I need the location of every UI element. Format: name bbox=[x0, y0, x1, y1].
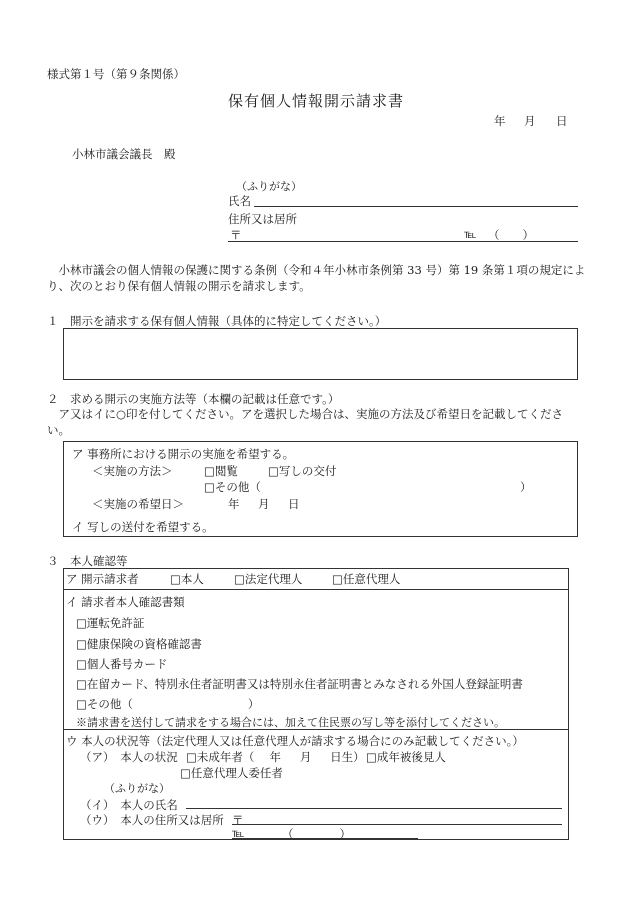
date-year: 年 bbox=[494, 114, 506, 128]
option-b-label[interactable]: イ 写しの送付を希望する。 bbox=[72, 520, 214, 534]
status-heading: ウ 本人の状況等（法定代理人又は任意代理人が請求する場合にのみ記載してください。） bbox=[66, 734, 524, 748]
legal-rep-checkbox[interactable]: □法定代理人 bbox=[234, 572, 303, 586]
person-furigana-label: （ふりがな） bbox=[104, 782, 170, 795]
wish-year: 年 bbox=[228, 497, 240, 511]
id-docs-label: イ 請求者本人確認書類 bbox=[66, 595, 185, 609]
tel-paren: （ ） bbox=[488, 228, 534, 242]
self-checkbox[interactable]: □本人 bbox=[170, 572, 204, 586]
postal-mark: 〒 bbox=[230, 228, 242, 242]
mynumber-checkbox[interactable]: □個人番号カード bbox=[76, 657, 168, 671]
person-name-field[interactable] bbox=[186, 808, 562, 809]
person-tel-field[interactable] bbox=[232, 838, 418, 839]
person-postal-mark: 〒 bbox=[232, 813, 244, 827]
copy-checkbox[interactable]: □写しの交付 bbox=[268, 464, 337, 478]
mandator-checkbox[interactable]: □任意代理人委任者 bbox=[180, 766, 283, 780]
person-address-field[interactable] bbox=[232, 824, 562, 825]
intro-text: 小林市議会の個人情報の保護に関する条例（令和４年小林市条例第 33 号）第 19 条第１項の規定により、次のとおり保有個人情報の開示を請求します。 bbox=[47, 263, 586, 293]
status-label: （ア） 本人の状況 bbox=[80, 750, 178, 764]
residence-card-checkbox[interactable]: □在留カード、特別永住者証明書又は特別永住者証明書とみなされる外国人登録証明書 bbox=[76, 677, 523, 691]
date-label: ＜実施の希望日＞ bbox=[92, 497, 184, 511]
other-checkbox[interactable]: □その他（ bbox=[204, 480, 261, 494]
date-month: 月 bbox=[524, 114, 536, 128]
addressee: 小林市議会議長 殿 bbox=[72, 147, 176, 161]
wish-day: 日 bbox=[288, 497, 300, 511]
date-day: 日 bbox=[556, 114, 568, 128]
method-label: ＜実施の方法＞ bbox=[92, 464, 173, 478]
requester-type-label: ア 開示請求者 bbox=[66, 572, 139, 586]
section2-heading: ２ 求める開示の実施方法等（本欄の記載は任意です。） bbox=[47, 392, 340, 406]
license-checkbox[interactable]: □運転免許証 bbox=[76, 616, 145, 630]
section1-input-box[interactable] bbox=[63, 328, 578, 380]
section3-divider-1 bbox=[63, 589, 569, 590]
person-tel-mark: ℡ bbox=[232, 826, 245, 840]
person-name-label: （イ） 本人の氏名 bbox=[80, 798, 178, 812]
view-checkbox[interactable]: □閲覧 bbox=[204, 464, 238, 478]
wish-month: 月 bbox=[258, 497, 270, 511]
doc-note: ※請求書を送付して請求をする場合には、加えて住民票の写し等を添付してください。 bbox=[76, 716, 505, 729]
address-label: 住所又は居所 bbox=[228, 212, 297, 226]
section2-note: ア又はイに○印を付してください。アを選択した場合は、実施の方法及び希望日を記載してください。 bbox=[47, 407, 564, 437]
adult-ward-checkbox[interactable]: □成年被後見人 bbox=[366, 750, 446, 764]
insurance-checkbox[interactable]: □健康保険の資格確認書 bbox=[76, 637, 202, 651]
address-field[interactable] bbox=[228, 241, 578, 242]
form-title: 保有個人情報開示請求書 bbox=[228, 92, 405, 110]
other-doc-checkbox[interactable]: □その他（ ） bbox=[76, 697, 260, 711]
tel-mark: ℡ bbox=[464, 227, 477, 241]
form-number: 様式第１号（第９条関係） bbox=[47, 67, 185, 81]
person-tel-paren: （ ） bbox=[282, 827, 351, 841]
section1-heading: １ 開示を請求する保有個人情報（具体的に特定してください。） bbox=[47, 314, 387, 328]
other-close-paren: ） bbox=[520, 480, 532, 494]
furigana-label: （ふりがな） bbox=[236, 180, 302, 193]
name-field[interactable] bbox=[254, 206, 578, 207]
voluntary-rep-checkbox[interactable]: □任意代理人 bbox=[332, 572, 401, 586]
person-address-label: （ウ） 本人の住所又は居所 bbox=[80, 813, 224, 827]
section3-heading: ３ 本人確認等 bbox=[47, 554, 128, 568]
name-label: 氏名 bbox=[228, 194, 251, 208]
minor-checkbox[interactable]: □未成年者（ 年 月 日生） bbox=[186, 750, 365, 764]
option-a-label[interactable]: ア 事務所における開示の実施を希望する。 bbox=[72, 447, 295, 461]
